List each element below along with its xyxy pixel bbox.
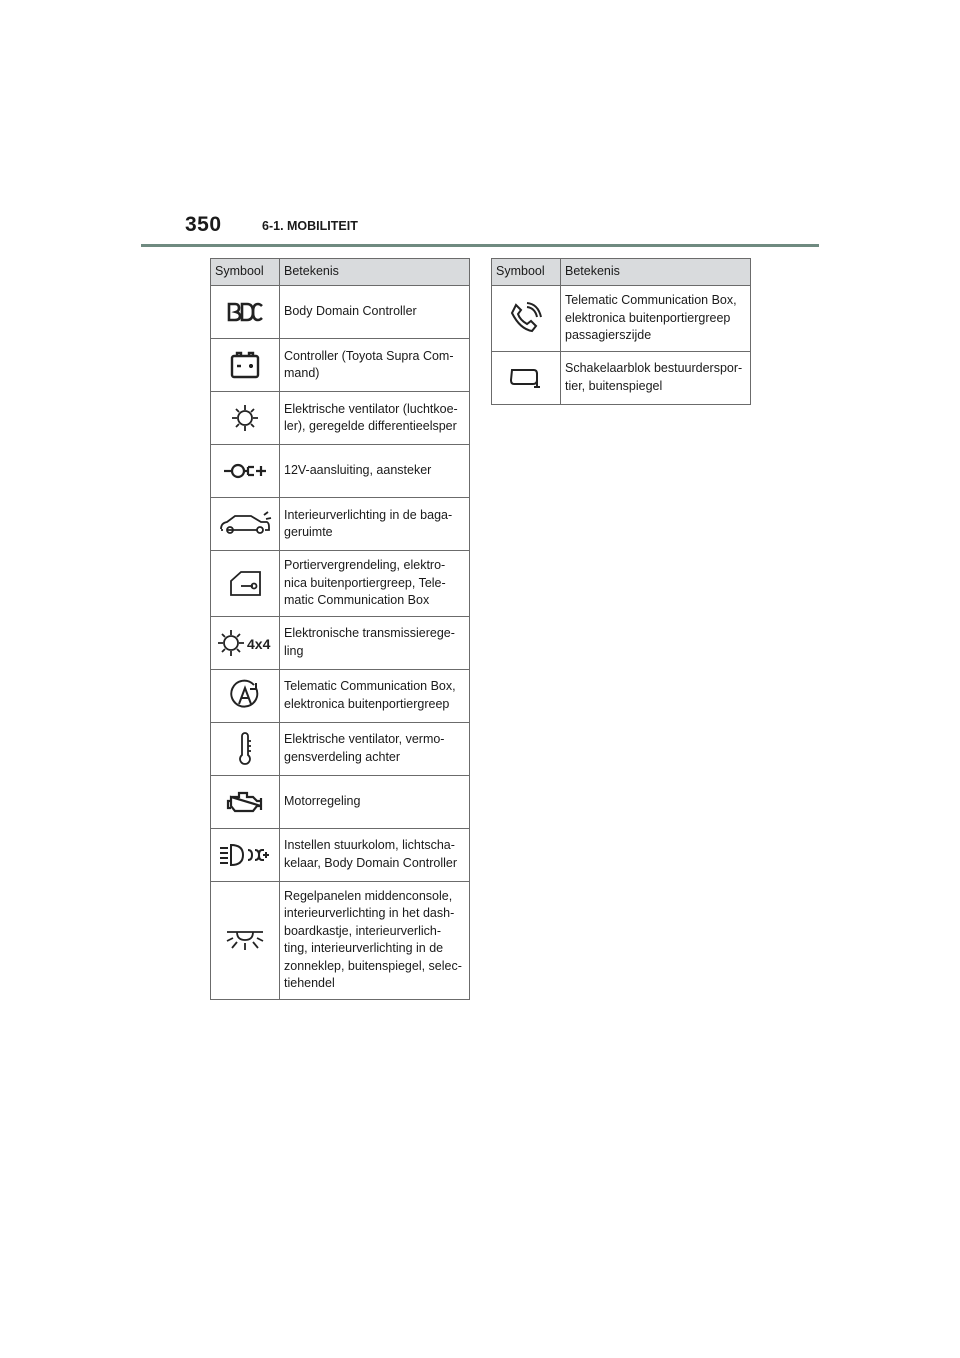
table-row [211,286,470,339]
table-row [211,392,470,445]
symbol-cell [492,351,561,404]
meaning-text: Elektrische ventilator, vermo- gensverdeling achter [284,732,445,764]
thermometer-icon [236,732,254,766]
symbol-table-left [210,258,470,1000]
fan-icon [230,403,260,433]
page-number: 350 [185,213,222,236]
meaning-cell [280,881,470,999]
column-header-symbol: Symbool [211,259,280,286]
symbol-cell [211,392,280,445]
column-header-meaning: Betekenis [561,259,751,286]
symbol-cell [492,286,561,352]
table-row [211,881,470,999]
engine-icon [225,789,265,815]
table-row [211,828,470,881]
meaning-text: Schakelaarblok bestuurderspor- tier, buitenspiegel [565,361,743,393]
table-header-row [211,259,470,286]
symbol-cell [211,722,280,775]
symbol-cell [211,616,280,669]
car-trunk-icon [218,511,272,537]
meaning-cell [561,351,751,404]
auto-start-stop-icon [228,679,262,713]
meaning-text: Controller (Toyota Supra Com- mand) [284,348,454,380]
meaning-text: Motorregeling [284,793,361,808]
symbol-cell [211,669,280,722]
symbol-cell [211,828,280,881]
interior-light-icon [225,926,265,954]
meaning-cell [280,392,470,445]
svg-text:4x4: 4x4 [247,635,271,652]
symbol-cell [211,551,280,617]
symbol-cell [211,775,280,828]
section-title: 6-1. MOBILITEIT [262,219,358,233]
symbol-cell [211,445,280,498]
meaning-cell [561,286,751,352]
symbol-cell [211,339,280,392]
table-header-row [492,259,751,286]
meaning-cell [280,286,470,339]
table-row [211,498,470,551]
symbol-cell [211,286,280,339]
headlight-icon [218,842,272,868]
meaning-text: Telematic Communication Box, elektronica buitenportiergreep [284,679,456,711]
table-row [211,669,470,722]
meaning-text: Elektrische ventilator (luchtkoe- ler), geregelde differentieelsper [284,401,458,433]
gear-4x4-icon [217,628,273,658]
battery-icon [229,350,261,380]
table-row [492,351,751,404]
table-row [211,775,470,828]
table-row [211,339,470,392]
meaning-text: Regelpanelen middenconsole, interieurverlichting in het dash- boardkastje, interieurverlich- ting, interieurverlichting in de zonneklep, buitenspiegel, selec- tiehendel [284,888,462,990]
door-handle-icon [227,569,263,597]
bdc-icon [226,301,264,323]
meaning-text: Elektronische transmissierege- ling [284,626,455,658]
table-row [492,286,751,352]
table-row [211,722,470,775]
symbol-table-right [491,258,751,405]
header-rule [141,244,819,247]
table-row [211,551,470,617]
meaning-cell [280,616,470,669]
mirror-switch-icon [508,365,544,391]
socket-icon [222,461,268,481]
column-header-meaning: Betekenis [280,259,470,286]
meaning-cell [280,339,470,392]
meaning-text: Instellen stuurkolom, lichtscha- kelaar, Body Domain Controller [284,838,457,870]
meaning-cell [280,828,470,881]
phone-icon [509,301,543,335]
symbol-cell [211,881,280,999]
meaning-text: 12V-aansluiting, aansteker [284,463,432,478]
column-header-symbol: Symbool [492,259,561,286]
symbol-cell [211,498,280,551]
meaning-text: Telematic Communication Box, elektronica buitenportiergreep passagierszijde [565,293,737,342]
meaning-cell [280,669,470,722]
meaning-text: Portiervergrendeling, elektro- nica buitenportiergreep, Tele- matic Communication Box [284,558,446,607]
meaning-cell [280,551,470,617]
meaning-text: Body Domain Controller [284,304,417,319]
table-row [211,616,470,669]
meaning-cell [280,775,470,828]
meaning-cell [280,445,470,498]
meaning-cell [280,498,470,551]
meaning-cell [280,722,470,775]
table-row [211,445,470,498]
meaning-text: Interieurverlichting in de baga- geruimte [284,507,453,539]
